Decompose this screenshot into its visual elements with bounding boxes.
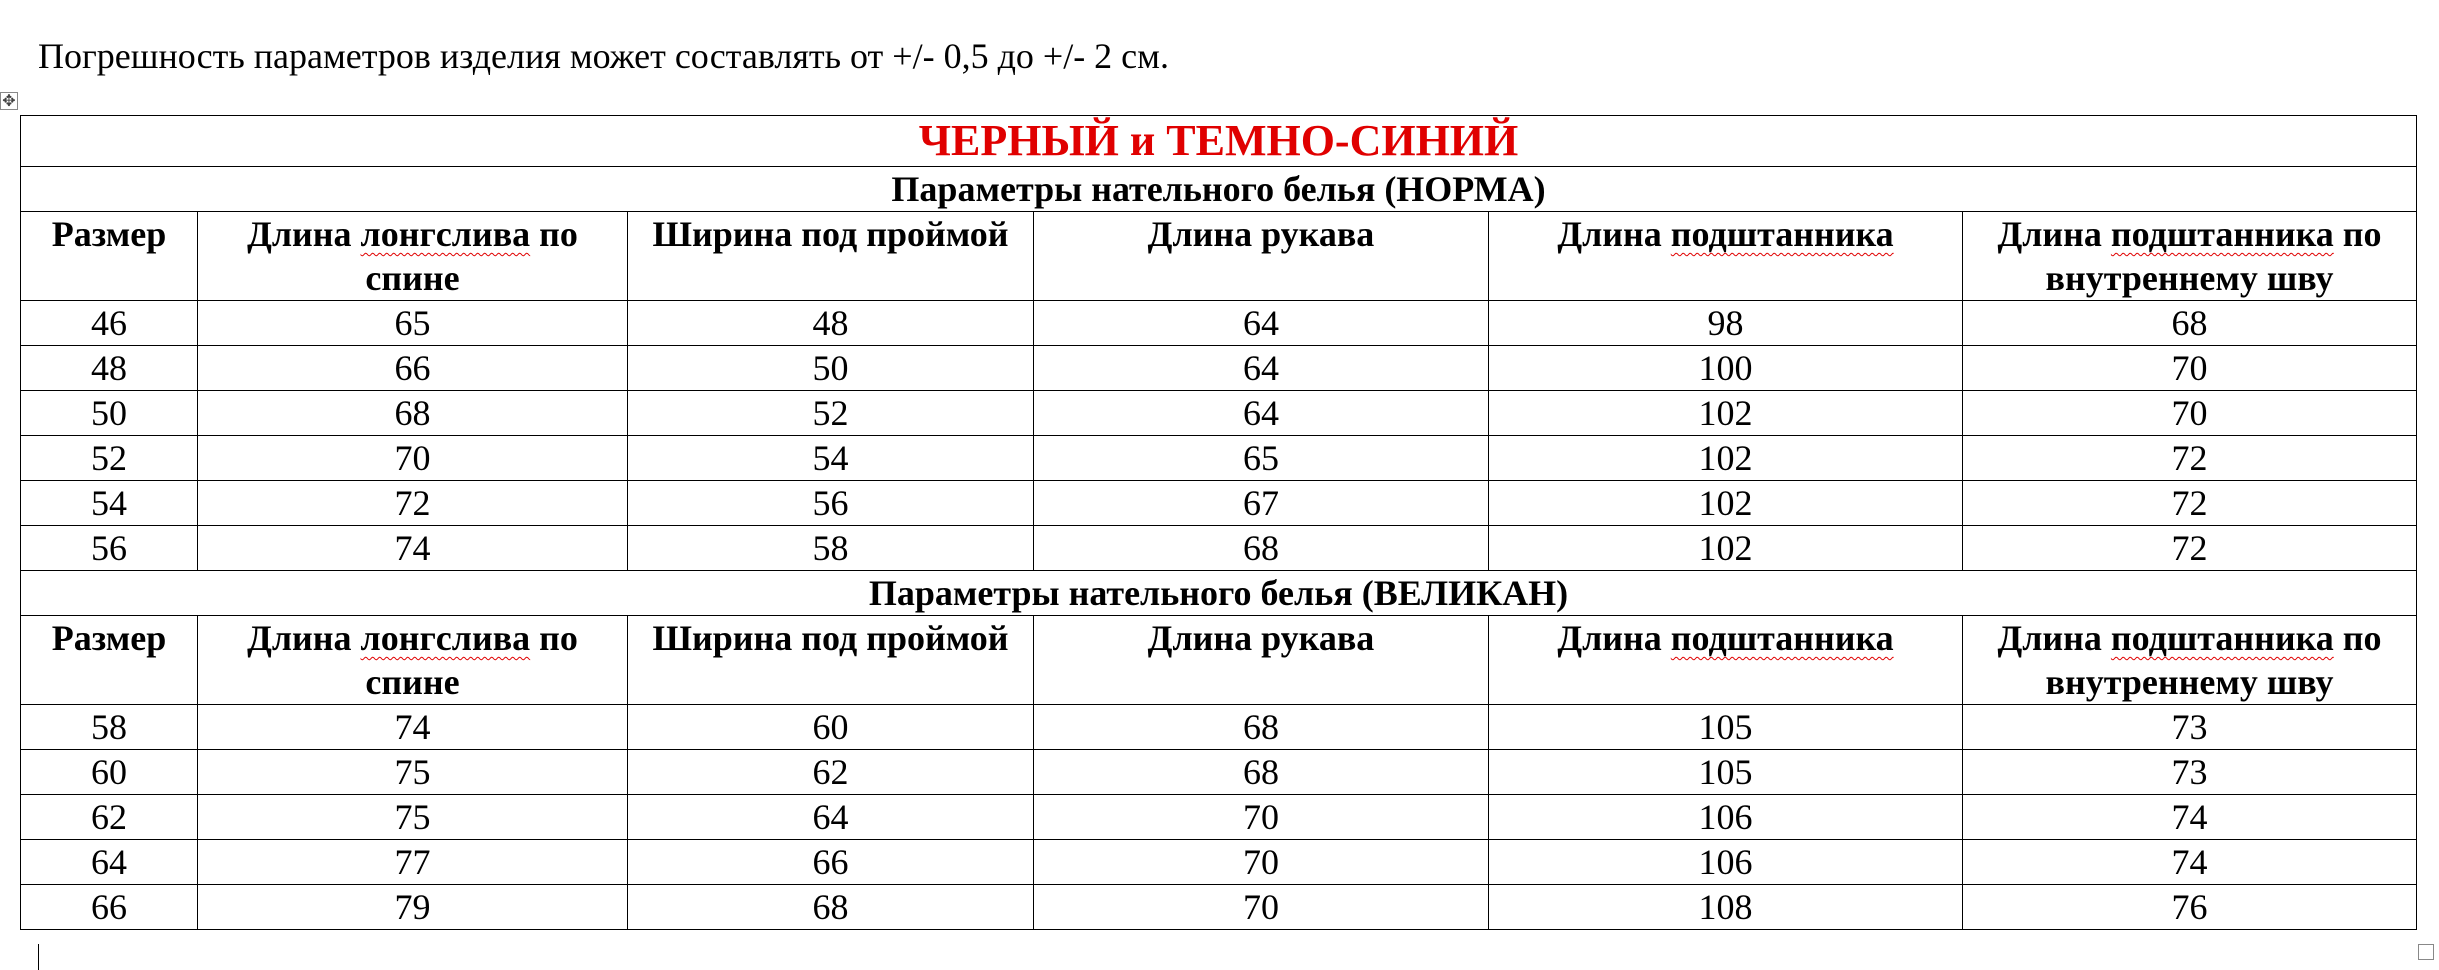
table-cell: 65 xyxy=(198,301,628,346)
table-cell: 79 xyxy=(198,885,628,930)
col-header-size xyxy=(21,212,198,301)
table-cell: 102 xyxy=(1489,391,1963,436)
header-text-part: Размер xyxy=(51,214,167,254)
header-text-part: Длина xyxy=(1997,214,2111,254)
table-cell: 68 xyxy=(1034,750,1489,795)
table-cell: 66 xyxy=(21,885,198,930)
table-cell: 52 xyxy=(628,391,1034,436)
table-title: ЧЕРНЫЙ и ТЕМНО-СИНИЙ xyxy=(21,116,2417,167)
header-text-part: по спине xyxy=(365,214,578,298)
table-cell: 108 xyxy=(1489,885,1963,930)
text-cursor xyxy=(38,944,39,970)
table-row xyxy=(21,301,2417,346)
header-text-part: Длина xyxy=(247,214,361,254)
header-text-part: Длина xyxy=(1557,214,1671,254)
col-header-size xyxy=(21,616,198,705)
table-cell: 106 xyxy=(1489,840,1963,885)
table-resize-handle[interactable] xyxy=(2418,944,2434,960)
header-text-part: Ширина под проймой xyxy=(652,214,1009,254)
table-row xyxy=(21,840,2417,885)
table-cell: 66 xyxy=(198,346,628,391)
table-cell: 105 xyxy=(1489,750,1963,795)
table-row xyxy=(21,750,2417,795)
table-cell: 75 xyxy=(198,750,628,795)
table-cell: 64 xyxy=(1034,391,1489,436)
table-cell: 74 xyxy=(1963,795,2417,840)
table-cell: 98 xyxy=(1489,301,1963,346)
header-text-part: лонгслива xyxy=(360,214,531,254)
table-cell: 54 xyxy=(628,436,1034,481)
header-text-part: по внутреннему шву xyxy=(2045,214,2382,298)
table-cell: 64 xyxy=(1034,346,1489,391)
section-title: Параметры нательного белья (ВЕЛИКАН) xyxy=(21,571,2417,616)
header-text-part: Длина рукава xyxy=(1147,618,1375,658)
header-text-part: Ширина под проймой xyxy=(652,618,1009,658)
table-row xyxy=(21,526,2417,571)
table-cell: 74 xyxy=(198,526,628,571)
table-row xyxy=(21,346,2417,391)
table-row xyxy=(21,481,2417,526)
table-cell: 54 xyxy=(21,481,198,526)
col-header-longsleeve-length xyxy=(198,212,628,301)
header-text-part: Размер xyxy=(51,618,167,658)
header-text-part: лонгслива xyxy=(360,618,531,658)
table-cell: 106 xyxy=(1489,795,1963,840)
table-cell: 68 xyxy=(1963,301,2417,346)
table-cell: 70 xyxy=(198,436,628,481)
table-cell: 48 xyxy=(21,346,198,391)
table-cell: 75 xyxy=(198,795,628,840)
header-row xyxy=(21,212,2417,301)
table-cell: 102 xyxy=(1489,526,1963,571)
table-cell: 74 xyxy=(1963,840,2417,885)
table-cell: 56 xyxy=(628,481,1034,526)
table-cell: 50 xyxy=(21,391,198,436)
header-text-part: по внутреннему шву xyxy=(2045,618,2382,702)
header-text-part: подштанника xyxy=(1670,214,1894,254)
table-cell: 74 xyxy=(198,705,628,750)
table-cell: 72 xyxy=(1963,436,2417,481)
table-cell: 58 xyxy=(628,526,1034,571)
table-cell: 70 xyxy=(1963,346,2417,391)
table-cell: 70 xyxy=(1034,885,1489,930)
table-cell: 73 xyxy=(1963,705,2417,750)
col-header-sleeve-length xyxy=(1034,616,1489,705)
header-text-part: Длина xyxy=(247,618,361,658)
table-row xyxy=(21,436,2417,481)
table-cell: 72 xyxy=(198,481,628,526)
header-text-part: по спине xyxy=(365,618,578,702)
header-text-part: подштанника xyxy=(2110,214,2334,254)
table-cell: 102 xyxy=(1489,481,1963,526)
table-cell: 64 xyxy=(1034,301,1489,346)
col-header-sleeve-length xyxy=(1034,212,1489,301)
table-cell: 52 xyxy=(21,436,198,481)
table-cell: 105 xyxy=(1489,705,1963,750)
table-cell: 68 xyxy=(1034,705,1489,750)
col-header-pants-length xyxy=(1489,212,1963,301)
col-header-armhole-width xyxy=(628,212,1034,301)
table-cell: 72 xyxy=(1963,481,2417,526)
table-cell: 50 xyxy=(628,346,1034,391)
table-row xyxy=(21,391,2417,436)
col-header-armhole-width xyxy=(628,616,1034,705)
table-cell: 102 xyxy=(1489,436,1963,481)
header-row xyxy=(21,616,2417,705)
col-header-inseam-length xyxy=(1963,212,2417,301)
table-cell: 67 xyxy=(1034,481,1489,526)
table-row xyxy=(21,885,2417,930)
header-text-part: Длина рукава xyxy=(1147,214,1375,254)
table-cell: 70 xyxy=(1034,795,1489,840)
size-table xyxy=(20,115,2417,930)
table-cell: 64 xyxy=(628,795,1034,840)
table-cell: 68 xyxy=(198,391,628,436)
table-cell: 46 xyxy=(21,301,198,346)
table-cell: 60 xyxy=(21,750,198,795)
table-row xyxy=(21,795,2417,840)
header-text-part: подштанника xyxy=(2110,618,2334,658)
table-cell: 62 xyxy=(21,795,198,840)
header-text-part: Длина xyxy=(1557,618,1671,658)
table-cell: 68 xyxy=(1034,526,1489,571)
table-row xyxy=(21,705,2417,750)
table-cell: 100 xyxy=(1489,346,1963,391)
header-text-part: подштанника xyxy=(1670,618,1894,658)
tolerance-note: Погрешность параметров изделия может составлять от +/- 0,5 до +/- 2 см. xyxy=(38,36,1169,76)
table-cell: 60 xyxy=(628,705,1034,750)
col-header-longsleeve-length xyxy=(198,616,628,705)
col-header-inseam-length xyxy=(1963,616,2417,705)
table-cell: 62 xyxy=(628,750,1034,795)
col-header-pants-length xyxy=(1489,616,1963,705)
table-cell: 65 xyxy=(1034,436,1489,481)
table-cell: 64 xyxy=(21,840,198,885)
table-cell: 58 xyxy=(21,705,198,750)
section-title: Параметры нательного белья (НОРМА) xyxy=(21,167,2417,212)
table-cell: 70 xyxy=(1963,391,2417,436)
table-cell: 77 xyxy=(198,840,628,885)
table-cell: 66 xyxy=(628,840,1034,885)
table-cell: 48 xyxy=(628,301,1034,346)
table-cell: 68 xyxy=(628,885,1034,930)
table-cell: 76 xyxy=(1963,885,2417,930)
table-cell: 73 xyxy=(1963,750,2417,795)
table-cell: 70 xyxy=(1034,840,1489,885)
table-cell: 56 xyxy=(21,526,198,571)
table-move-handle-icon[interactable]: ✥ xyxy=(0,92,18,110)
table-cell: 72 xyxy=(1963,526,2417,571)
header-text-part: Длина xyxy=(1997,618,2111,658)
